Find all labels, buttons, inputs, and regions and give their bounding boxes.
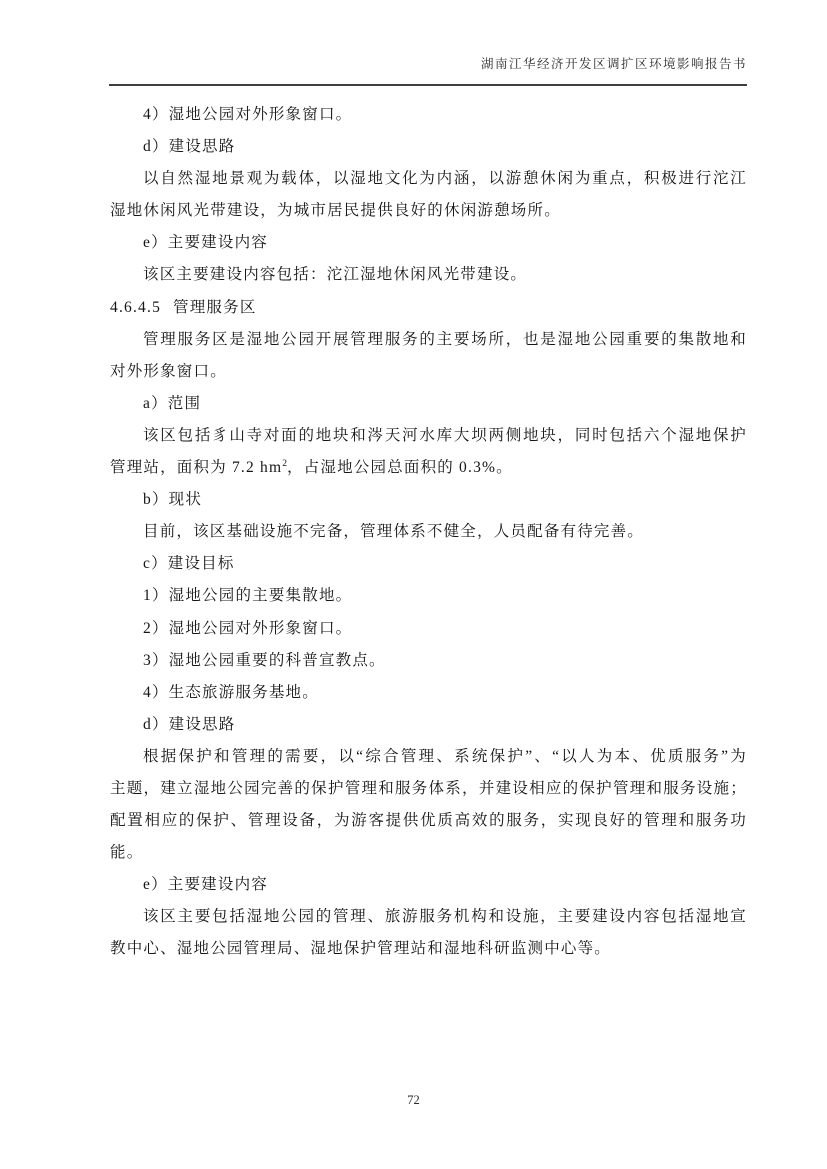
subheading-line: a）范围	[143, 394, 202, 412]
superscript-exponent: 2	[282, 458, 287, 469]
body-line: 主题，建立湿地公园完善的保护管理和服务体系，并建设相应的保护管理和服务设施；	[110, 779, 747, 797]
subheading-line: d）建设思路	[143, 715, 236, 733]
header-rule	[109, 84, 747, 86]
document-body	[110, 99, 747, 966]
body-line: 管理服务区是湿地公园开展管理服务的主要场所，也是湿地公园重要的集散地和	[143, 330, 747, 348]
body-line: 对外形象窗口。	[110, 362, 227, 380]
body-text: 管理站，面积为 7.2 hm	[110, 459, 283, 477]
list-item-line: 3）湿地公园重要的科普宣教点。	[143, 651, 386, 669]
page-number: 72	[407, 1093, 420, 1107]
subheading-line: e）主要建设内容	[143, 876, 268, 894]
body-line: 以自然湿地景观为载体，以湿地文化为内涵，以游憩休闲为重点，积极进行沱江	[143, 170, 747, 188]
list-item-line: 4）湿地公园对外形象窗口。	[143, 106, 353, 123]
body-line: 该区包括豸山寺对面的地块和涔天河水库大坝两侧地块，同时包括六个湿地保护	[143, 426, 747, 444]
list-item-line: 4）生态旅游服务基地。	[143, 683, 319, 701]
body-line: 目前，该区基础设施不完备，管理体系不健全，人员配备有待完善。	[143, 523, 645, 541]
body-line: 该区主要包括湿地公园的管理、旅游服务机构和设施，主要建设内容包括湿地宣	[143, 908, 747, 926]
body-line: 湿地休闲风光带建设，为城市居民提供良好的休闲游憩场所。	[110, 202, 561, 220]
body-text: ，占湿地公园总面积的 0.3%。	[286, 459, 513, 477]
subheading-line: d）建设思路	[143, 138, 236, 156]
list-item-line: 1）湿地公园的主要集散地。	[143, 587, 353, 605]
body-line: 根据保护和管理的需要，以“综合管理、系统保护”、“以人为本、优质服务”为	[143, 747, 747, 765]
body-line-with-superscript	[110, 452, 747, 484]
section-title: 管理服务区	[173, 298, 257, 316]
section-number: 4.6.4.5	[110, 298, 162, 316]
page-header	[110, 54, 747, 74]
body-line: 该区主要建设内容包括：沱江湿地休闲风光带建设。	[143, 266, 528, 284]
subheading-line: c）建设目标	[143, 555, 235, 573]
page-footer	[0, 1090, 827, 1110]
subheading-line: b）现状	[143, 491, 203, 509]
body-line: 教中心、湿地公园管理局、湿地保护管理站和湿地科研监测中心等。	[110, 940, 612, 958]
section-heading	[110, 292, 747, 324]
body-line: 配置相应的保护、管理设备，为游客提供优质高效的服务，实现良好的管理和服务功	[110, 812, 747, 830]
header-title: 湖南江华经济开发区调扩区环境影响报告书	[480, 57, 747, 71]
list-item-line: 2）湿地公园对外形象窗口。	[143, 619, 353, 637]
body-line: 能。	[110, 844, 144, 862]
subheading-line: e）主要建设内容	[143, 234, 268, 252]
